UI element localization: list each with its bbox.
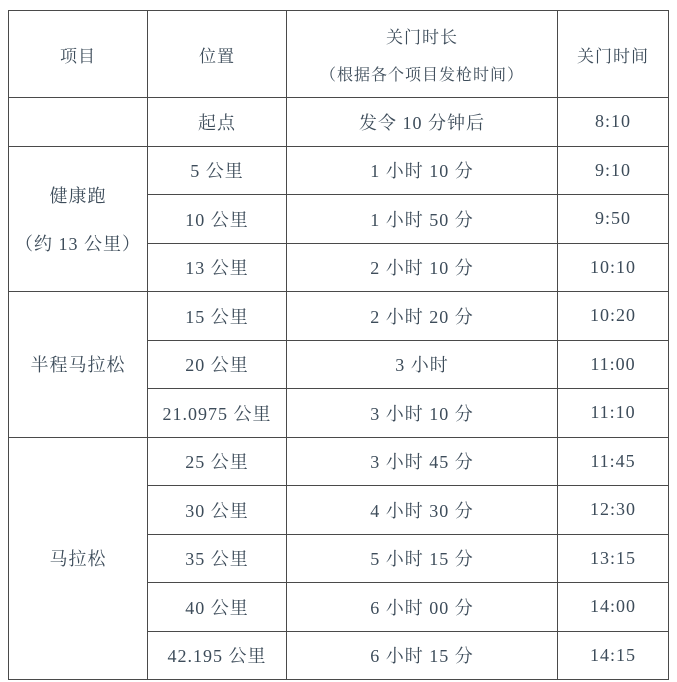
cell-duration: 发令 10 分钟后 [287, 98, 558, 147]
project-health-run-name: 健康跑 [49, 185, 107, 206]
cell-duration: 3 小时 [287, 340, 558, 389]
cell-duration: 3 小时 45 分 [287, 437, 558, 486]
table-header [9, 11, 669, 98]
cell-time: 14:00 [558, 583, 669, 632]
table-body [9, 98, 669, 680]
cell-position: 15 公里 [148, 292, 287, 341]
cell-position: 10 公里 [148, 195, 287, 244]
cell-duration: 6 小时 00 分 [287, 583, 558, 632]
cell-duration: 4 小时 30 分 [287, 486, 558, 535]
header-row [9, 11, 669, 98]
header-project: 项目 [9, 11, 148, 98]
cell-time: 9:10 [558, 146, 669, 195]
cell-position: 20 公里 [148, 340, 287, 389]
cell-position: 5 公里 [148, 146, 287, 195]
cell-position: 42.195 公里 [148, 631, 287, 680]
closing-time-table-container [8, 10, 668, 680]
cell-duration: 1 小时 10 分 [287, 146, 558, 195]
cell-project-marathon: 马拉松 [9, 437, 148, 680]
header-position: 位置 [148, 11, 287, 98]
cell-position: 35 公里 [148, 534, 287, 583]
cell-duration: 2 小时 20 分 [287, 292, 558, 341]
cell-time: 10:20 [558, 292, 669, 341]
cell-project-health-run [9, 146, 148, 292]
cell-position: 40 公里 [148, 583, 287, 632]
cell-duration: 1 小时 50 分 [287, 195, 558, 244]
cell-time: 10:10 [558, 243, 669, 292]
header-duration-title: 关门时长 [386, 28, 458, 47]
table-row [9, 292, 669, 341]
cell-duration: 2 小时 10 分 [287, 243, 558, 292]
cell-time: 8:10 [558, 98, 669, 147]
cell-time: 14:15 [558, 631, 669, 680]
cell-position: 13 公里 [148, 243, 287, 292]
project-health-run-note: （约 13 公里） [15, 233, 141, 254]
cell-position: 30 公里 [148, 486, 287, 535]
cell-project-half-marathon: 半程马拉松 [9, 292, 148, 438]
cell-duration: 5 小时 15 分 [287, 534, 558, 583]
cell-time: 13:15 [558, 534, 669, 583]
header-duration-note: （根据各个项目发枪时间） [319, 67, 524, 84]
table-row [9, 146, 669, 195]
table-row-start [9, 98, 669, 147]
cell-duration: 6 小时 15 分 [287, 631, 558, 680]
header-time: 关门时间 [558, 11, 669, 98]
cell-time: 12:30 [558, 486, 669, 535]
header-duration [287, 11, 558, 98]
cell-position: 21.0975 公里 [148, 389, 287, 438]
cell-position: 起点 [148, 98, 287, 147]
cell-project-empty [9, 98, 148, 147]
table-row [9, 437, 669, 486]
cell-time: 11:45 [558, 437, 669, 486]
cell-time: 11:10 [558, 389, 669, 438]
cell-time: 11:00 [558, 340, 669, 389]
closing-time-table [8, 10, 669, 680]
cell-duration: 3 小时 10 分 [287, 389, 558, 438]
cell-position: 25 公里 [148, 437, 287, 486]
cell-time: 9:50 [558, 195, 669, 244]
